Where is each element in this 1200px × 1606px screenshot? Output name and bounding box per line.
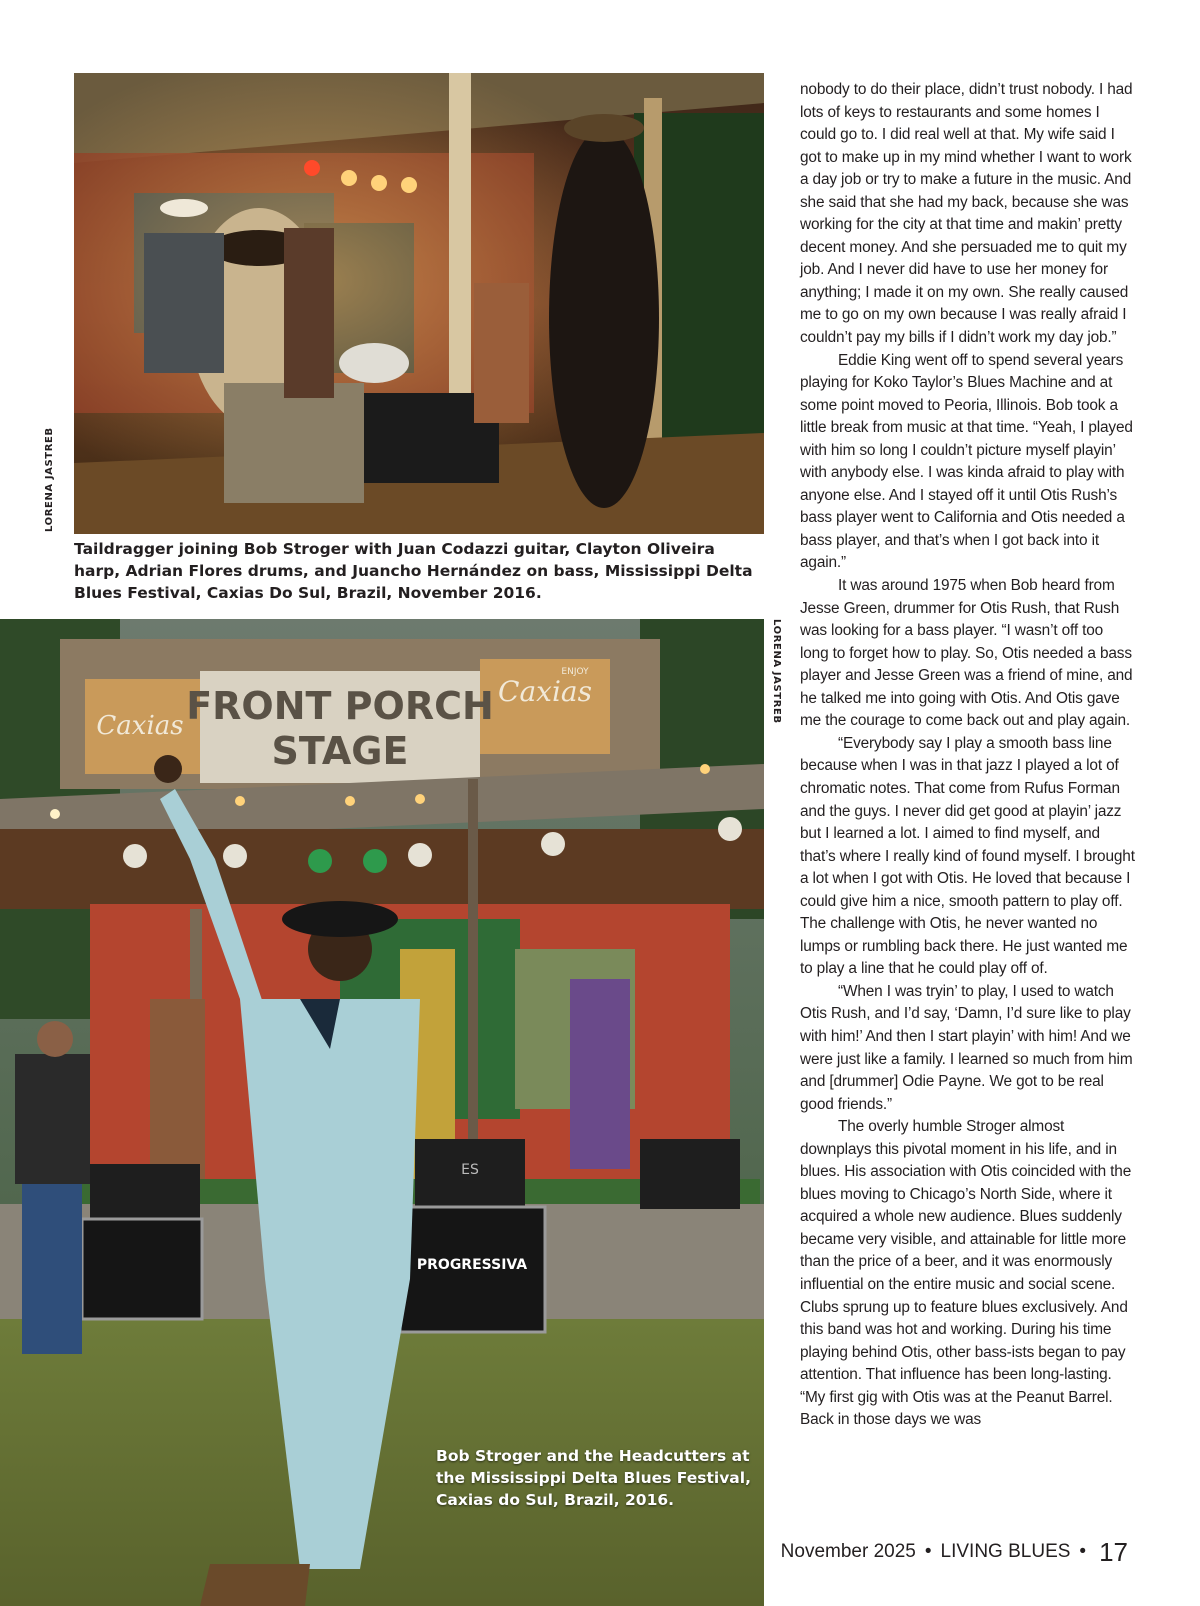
- footer-bullet: •: [924, 1541, 932, 1562]
- photo-caption: Taildragger joining Bob Stroger with Juan Codazzi guitar, Clayton Oliveira harp, Adrian Flores drums, and Juancho Hernández on bass, Mississippi Delta Blues Festival, Caxias Do Sul, Brazil, November 2016.: [74, 540, 753, 602]
- case-label: PROGRESSIVA: [416, 1257, 528, 1273]
- article-paragraph: Eddie King went off to spend several years playing for Koko Taylor’s Blues Machine and at some point moved to Peoria, Illinois. Bob took a little break from music at that time. “Yeah, I played with him so long I couldn’t picture myself playin’ with anybody else. I was kinda afraid to play with anyone else. And I stayed off it until Otis Rush’s bass player went to California and Otis needed a bass player, and that’s when I got back into it again.”: [800, 351, 1133, 572]
- article-paragraph: The overly humble Stroger almost downplays this pivotal moment in his life, and in blues. His association with Otis coincided with the blues moving to Chicago’s North Side, where it acquired a whole new audience. Blues suddenly became very visible, and attainable for little more than the price of a beer, and it was enormously influential on the entire music and social scene. Clubs sprung up to feature blues exclusively. And this band was hot and working. During his time playing behind Otis, other bass-ists began to pay attention. That influence has been long-lasting. “My first gig with Otis was at the Peanut Barrel. Back in those days we was: [800, 1118, 1132, 1429]
- page-number: 17: [1099, 1536, 1128, 1567]
- article-paragraph: “Everybody say I play a smooth bass line because when I was in that jazz I played a lot of chromatic notes. That come from Rufus Forman and the guys. I never did get good at playin’ jazz but I learned a lot. I aimed to find myself, and that’s where I really kind of found myself. I brought a lot when I got with Otis. He loved that because I could give him a nice, smooth pattern to play off. The challenge with Otis, he never wanted no lumps or rumbling back there. He just wanted me to play a line that he could play off of.: [800, 734, 1135, 978]
- amp-label: ES: [461, 1162, 479, 1178]
- sign-text-line2: STAGE: [271, 729, 409, 773]
- article-paragraph: It was around 1975 when Bob heard from Jesse Green, drummer for Otis Rush, that Rush was looking for a bass player. “I wasn’t off too long to forget how to play. So, Otis needed a bass player and Jesse Green was a friend of mine, and he talked me into going with Otis. And Otis gave me the courage to come back out and play again.: [800, 577, 1133, 730]
- sign-logo-right: Caxias: [498, 675, 592, 708]
- sign-text-line1: FRONT PORCH: [186, 684, 494, 728]
- photo-caption: Bob Stroger and the Headcutters at the Mississippi Delta Blues Festival, Caxias do Sul, Brazil, 2016.: [436, 1447, 751, 1509]
- sign-logo-small: ENJOY: [561, 667, 589, 677]
- photo-taildragger-stage: [74, 73, 764, 534]
- sign-logo-left: Caxias: [96, 711, 184, 741]
- photo-credit: LORENA JASTREB: [44, 427, 55, 532]
- photo-taildragger-image: [74, 73, 764, 534]
- article-paragraph: nobody to do their place, didn’t trust nobody. I had lots of keys to restaurants and some homes I could go to. I did real well at that. My wife said I got to make up in my mind whether I want to work a day job or try to make a future in the music. And she said that she had my back, because she was working for the city at that time and makin’ pretty decent money. And she persuaded me to quit my job. And I never did have to use her money for anything; I made it on my own. She really caused me to go on my own because I was really afraid I couldn’t pay my bills if I didn’t work my day job.”: [800, 81, 1133, 347]
- footer-issue-date: November 2025: [780, 1541, 916, 1562]
- article-paragraph: “When I was tryin’ to play, I used to watch Otis Rush, and I’d say, ‘Damn, I’d sure like to play with him!’ And then I start playin’ with him! And we were just like a family. I learned so much from him and [drummer] Odie Payne. We got to be real good friends.”: [800, 982, 1133, 1113]
- page-footer: [780, 1532, 1128, 1572]
- article-body: [800, 79, 1135, 1432]
- footer-bullet: •: [1079, 1541, 1087, 1562]
- footer-magazine-name: LIVING BLUES: [940, 1541, 1071, 1562]
- photo-credit: LORENA JASTREB: [771, 619, 782, 724]
